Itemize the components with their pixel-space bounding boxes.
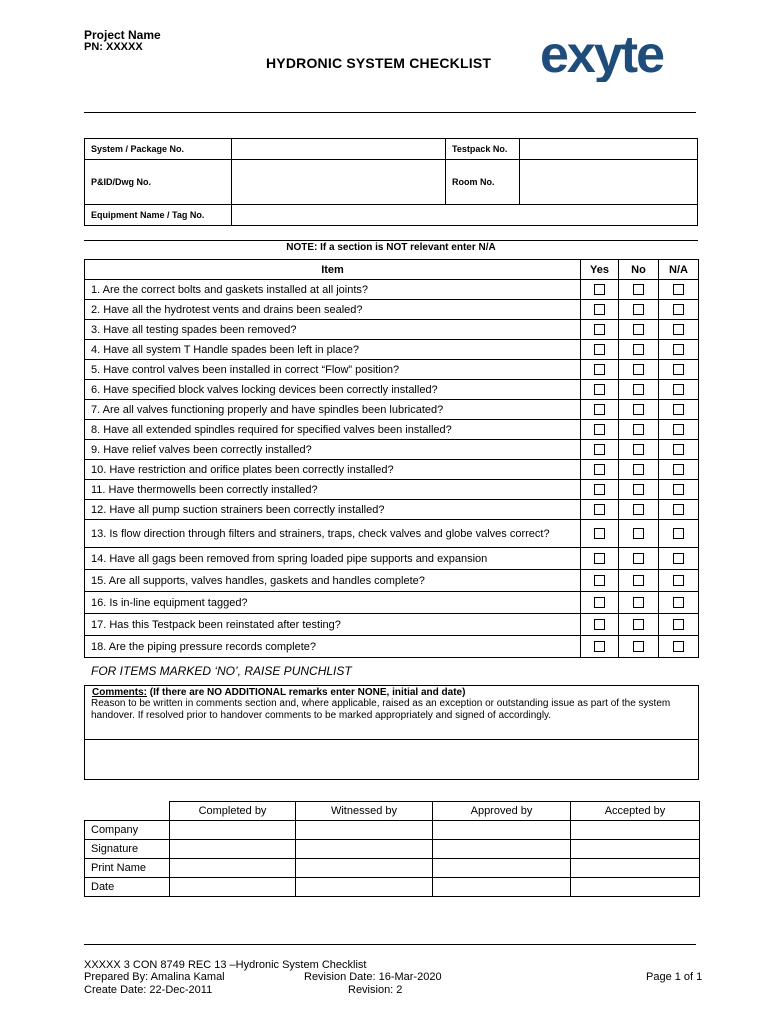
checklist-item-text: 6. Have specified block valves locking devices been correctly installed? bbox=[85, 380, 581, 400]
checklist-row bbox=[85, 320, 699, 340]
cell-na bbox=[659, 360, 699, 380]
signoff-row bbox=[85, 878, 700, 897]
checklist-item-text: 12. Have all pump suction strainers been correctly installed? bbox=[85, 500, 581, 520]
yes-checkbox[interactable] bbox=[594, 575, 605, 586]
signoff-field[interactable] bbox=[571, 859, 700, 878]
header-divider bbox=[84, 112, 696, 113]
cell-yes bbox=[581, 592, 619, 614]
no-checkbox[interactable] bbox=[633, 641, 644, 652]
item-header: Item bbox=[85, 260, 581, 280]
na-checkbox[interactable] bbox=[673, 444, 684, 455]
signoff-col-accepted: Accepted by bbox=[571, 802, 700, 821]
cell-no bbox=[619, 480, 659, 500]
checklist-row bbox=[85, 340, 699, 360]
checklist-item-text: 1. Are the correct bolts and gaskets installed at all joints? bbox=[85, 280, 581, 300]
cell-yes bbox=[581, 636, 619, 658]
cell-no bbox=[619, 340, 659, 360]
signoff-field[interactable] bbox=[433, 840, 571, 859]
cell-yes bbox=[581, 320, 619, 340]
na-checkbox[interactable] bbox=[673, 619, 684, 630]
checklist-row bbox=[85, 460, 699, 480]
comments-divider bbox=[85, 739, 698, 740]
cell-na bbox=[659, 300, 699, 320]
no-checkbox[interactable] bbox=[633, 464, 644, 475]
checklist-row bbox=[85, 420, 699, 440]
na-header: N/A bbox=[659, 260, 699, 280]
na-checkbox[interactable] bbox=[673, 424, 684, 435]
cell-no bbox=[619, 614, 659, 636]
system-package-label: System / Package No. bbox=[85, 139, 232, 160]
yes-checkbox[interactable] bbox=[594, 404, 605, 415]
checklist-row bbox=[85, 636, 699, 658]
na-checkbox[interactable] bbox=[673, 597, 684, 608]
yes-checkbox[interactable] bbox=[594, 484, 605, 495]
no-checkbox[interactable] bbox=[633, 424, 644, 435]
na-checkbox[interactable] bbox=[673, 641, 684, 652]
na-checkbox[interactable] bbox=[673, 304, 684, 315]
checklist-row bbox=[85, 592, 699, 614]
checklist-row bbox=[85, 548, 699, 570]
checklist-item-text: 18. Are the piping pressure records complete? bbox=[85, 636, 581, 658]
checklist-item-text: 13. Is flow direction through filters and strainers, traps, check valves and globe valves correct? bbox=[85, 520, 581, 548]
cell-na bbox=[659, 548, 699, 570]
system-package-field[interactable] bbox=[232, 139, 446, 160]
signoff-field[interactable] bbox=[433, 878, 571, 897]
no-checkbox[interactable] bbox=[633, 284, 644, 295]
na-checkbox[interactable] bbox=[673, 504, 684, 515]
cell-na bbox=[659, 420, 699, 440]
punchlist-note: FOR ITEMS MARKED ‘NO’, RAISE PUNCHLIST bbox=[91, 664, 352, 678]
footer-prepared-by: Prepared By: Amalina Kamal bbox=[84, 971, 225, 983]
logo-text: exyte bbox=[540, 26, 663, 82]
checklist-row bbox=[85, 614, 699, 636]
cell-yes bbox=[581, 570, 619, 592]
cell-yes bbox=[581, 300, 619, 320]
no-checkbox[interactable] bbox=[633, 344, 644, 355]
cell-no bbox=[619, 320, 659, 340]
yes-checkbox[interactable] bbox=[594, 528, 605, 539]
cell-no bbox=[619, 592, 659, 614]
cell-no bbox=[619, 570, 659, 592]
cell-yes bbox=[581, 500, 619, 520]
pid-label: P&ID/Dwg No. bbox=[85, 160, 232, 205]
na-checkbox[interactable] bbox=[673, 324, 684, 335]
footer-doc-ref: XXXXX 3 CON 8749 REC 13 –Hydronic System Checklist bbox=[84, 959, 367, 971]
cell-no bbox=[619, 636, 659, 658]
project-name: Project Name bbox=[84, 28, 161, 42]
cell-na bbox=[659, 520, 699, 548]
no-checkbox[interactable] bbox=[633, 575, 644, 586]
checklist-row bbox=[85, 400, 699, 420]
signoff-row bbox=[85, 821, 700, 840]
no-checkbox[interactable] bbox=[633, 484, 644, 495]
footer-revision-date: Revision Date: 16-Mar-2020 bbox=[304, 971, 442, 983]
cell-no bbox=[619, 520, 659, 548]
cell-yes bbox=[581, 614, 619, 636]
checklist-item-text: 4. Have all system T Handle spades been left in place? bbox=[85, 340, 581, 360]
cell-yes bbox=[581, 400, 619, 420]
yes-checkbox[interactable] bbox=[594, 424, 605, 435]
exyte-logo bbox=[540, 22, 700, 87]
pid-field[interactable] bbox=[232, 160, 446, 205]
checklist-item-text: 9. Have relief valves been correctly installed? bbox=[85, 440, 581, 460]
cell-no bbox=[619, 280, 659, 300]
comments-label: Comments: bbox=[92, 687, 148, 698]
na-checkbox[interactable] bbox=[673, 484, 684, 495]
no-checkbox[interactable] bbox=[633, 304, 644, 315]
testpack-field[interactable] bbox=[520, 139, 698, 160]
checklist-row bbox=[85, 570, 699, 592]
yes-checkbox[interactable] bbox=[594, 344, 605, 355]
no-checkbox[interactable] bbox=[633, 597, 644, 608]
comments-instruction: (If there are NO ADDITIONAL remarks enter NONE, initial and date) bbox=[147, 687, 466, 698]
na-checkbox[interactable] bbox=[673, 575, 684, 586]
checklist-item-text: 8. Have all extended spindles required for specified valves been installed? bbox=[85, 420, 581, 440]
equipment-field[interactable] bbox=[232, 205, 698, 226]
comments-box bbox=[84, 685, 699, 780]
na-checkbox[interactable] bbox=[673, 344, 684, 355]
yes-checkbox[interactable] bbox=[594, 364, 605, 375]
cell-no bbox=[619, 548, 659, 570]
cell-na bbox=[659, 480, 699, 500]
signoff-field[interactable] bbox=[296, 821, 433, 840]
signoff-row bbox=[85, 840, 700, 859]
footer-page: Page 1 of 1 bbox=[646, 971, 703, 983]
checklist-row bbox=[85, 500, 699, 520]
signoff-field[interactable] bbox=[571, 821, 700, 840]
cell-yes bbox=[581, 548, 619, 570]
signoff-field[interactable] bbox=[170, 878, 296, 897]
checklist-item-text: 11. Have thermowells been correctly installed? bbox=[85, 480, 581, 500]
checklist-row bbox=[85, 380, 699, 400]
na-checkbox[interactable] bbox=[673, 553, 684, 564]
signoff-table bbox=[84, 801, 700, 897]
no-checkbox[interactable] bbox=[633, 444, 644, 455]
cell-yes bbox=[581, 480, 619, 500]
project-number: PN: XXXXX bbox=[84, 41, 143, 53]
checklist-item-text: 7. Are all valves functioning properly and have spindles been lubricated? bbox=[85, 400, 581, 420]
info-table bbox=[84, 138, 698, 226]
cell-na bbox=[659, 614, 699, 636]
signoff-field[interactable] bbox=[571, 878, 700, 897]
yes-checkbox[interactable] bbox=[594, 464, 605, 475]
checklist-item-text: 16. Is in-line equipment tagged? bbox=[85, 592, 581, 614]
signoff-col-approved: Approved by bbox=[433, 802, 571, 821]
yes-checkbox[interactable] bbox=[594, 384, 605, 395]
cell-no bbox=[619, 440, 659, 460]
yes-checkbox[interactable] bbox=[594, 553, 605, 564]
checklist-row bbox=[85, 480, 699, 500]
na-checkbox[interactable] bbox=[673, 464, 684, 475]
checklist-item-text: 14. Have all gags been removed from spring loaded pipe supports and expansion bbox=[85, 548, 581, 570]
document-title: HYDRONIC SYSTEM CHECKLIST bbox=[266, 55, 492, 71]
no-checkbox[interactable] bbox=[633, 364, 644, 375]
cell-na bbox=[659, 500, 699, 520]
yes-checkbox[interactable] bbox=[594, 597, 605, 608]
cell-no bbox=[619, 420, 659, 440]
na-checkbox[interactable] bbox=[673, 364, 684, 375]
cell-no bbox=[619, 360, 659, 380]
no-checkbox[interactable] bbox=[633, 504, 644, 515]
signoff-field[interactable] bbox=[170, 821, 296, 840]
footer-create-date: Create Date: 22-Dec-2011 bbox=[84, 984, 213, 996]
signoff-row-label: Signature bbox=[85, 840, 170, 859]
comments-text: Reason to be written in comments section and, where applicable, raised as an exception or outstanding issue as part of the system handover. If resolved prior to handover comments to be marked appropriately and signed of accordingly. bbox=[91, 698, 671, 721]
cell-no bbox=[619, 460, 659, 480]
na-checkbox[interactable] bbox=[673, 284, 684, 295]
no-checkbox[interactable] bbox=[633, 528, 644, 539]
comments-heading bbox=[92, 687, 465, 698]
signoff-field[interactable] bbox=[170, 840, 296, 859]
cell-yes bbox=[581, 420, 619, 440]
no-checkbox[interactable] bbox=[633, 384, 644, 395]
cell-no bbox=[619, 380, 659, 400]
checklist-item-text: 17. Has this Testpack been reinstated after testing? bbox=[85, 614, 581, 636]
checklist-row bbox=[85, 360, 699, 380]
signoff-field[interactable] bbox=[170, 859, 296, 878]
cell-na bbox=[659, 440, 699, 460]
signoff-row-label: Company bbox=[85, 821, 170, 840]
signoff-field[interactable] bbox=[433, 859, 571, 878]
signoff-field[interactable] bbox=[296, 878, 433, 897]
signoff-field[interactable] bbox=[296, 840, 433, 859]
checklist-table bbox=[84, 259, 699, 658]
cell-yes bbox=[581, 360, 619, 380]
cell-na bbox=[659, 636, 699, 658]
checklist-row bbox=[85, 520, 699, 548]
na-checkbox[interactable] bbox=[673, 404, 684, 415]
checklist-row bbox=[85, 440, 699, 460]
signoff-field[interactable] bbox=[296, 859, 433, 878]
yes-header: Yes bbox=[581, 260, 619, 280]
cell-na bbox=[659, 320, 699, 340]
cell-no bbox=[619, 300, 659, 320]
signoff-field[interactable] bbox=[433, 821, 571, 840]
yes-checkbox[interactable] bbox=[594, 641, 605, 652]
no-checkbox[interactable] bbox=[633, 404, 644, 415]
yes-checkbox[interactable] bbox=[594, 619, 605, 630]
note-divider bbox=[84, 240, 698, 241]
checklist-row bbox=[85, 300, 699, 320]
checklist-item-text: 2. Have all the hydrotest vents and drains been sealed? bbox=[85, 300, 581, 320]
signoff-corner bbox=[85, 802, 170, 821]
signoff-row bbox=[85, 859, 700, 878]
checklist-item-text: 3. Have all testing spades been removed? bbox=[85, 320, 581, 340]
footer-divider bbox=[84, 944, 696, 945]
cell-yes bbox=[581, 440, 619, 460]
equipment-label: Equipment Name / Tag No. bbox=[85, 205, 232, 226]
cell-yes bbox=[581, 520, 619, 548]
checklist-item-text: 5. Have control valves been installed in correct “Flow” position? bbox=[85, 360, 581, 380]
na-checkbox[interactable] bbox=[673, 384, 684, 395]
cell-no bbox=[619, 400, 659, 420]
yes-checkbox[interactable] bbox=[594, 324, 605, 335]
cell-yes bbox=[581, 460, 619, 480]
signoff-col-witnessed: Witnessed by bbox=[296, 802, 433, 821]
yes-checkbox[interactable] bbox=[594, 504, 605, 515]
cell-na bbox=[659, 460, 699, 480]
cell-na bbox=[659, 400, 699, 420]
signoff-row-label: Date bbox=[85, 878, 170, 897]
signoff-field[interactable] bbox=[571, 840, 700, 859]
no-checkbox[interactable] bbox=[633, 619, 644, 630]
cell-na bbox=[659, 340, 699, 360]
testpack-label: Testpack No. bbox=[446, 139, 520, 160]
checklist-row bbox=[85, 280, 699, 300]
no-checkbox[interactable] bbox=[633, 553, 644, 564]
cell-yes bbox=[581, 280, 619, 300]
no-checkbox[interactable] bbox=[633, 324, 644, 335]
na-checkbox[interactable] bbox=[673, 528, 684, 539]
footer-revision: Revision: 2 bbox=[348, 984, 403, 996]
cell-na bbox=[659, 592, 699, 614]
yes-checkbox[interactable] bbox=[594, 444, 605, 455]
cell-yes bbox=[581, 340, 619, 360]
note-text: NOTE: If a section is NOT relevant enter N/A bbox=[286, 242, 496, 253]
cell-no bbox=[619, 500, 659, 520]
no-header: No bbox=[619, 260, 659, 280]
yes-checkbox[interactable] bbox=[594, 304, 605, 315]
cell-na bbox=[659, 280, 699, 300]
yes-checkbox[interactable] bbox=[594, 284, 605, 295]
cell-na bbox=[659, 380, 699, 400]
signoff-col-completed: Completed by bbox=[170, 802, 296, 821]
signoff-row-label: Print Name bbox=[85, 859, 170, 878]
room-field[interactable] bbox=[520, 160, 698, 205]
cell-na bbox=[659, 570, 699, 592]
checklist-item-text: 15. Are all supports, valves handles, gaskets and handles complete? bbox=[85, 570, 581, 592]
room-label: Room No. bbox=[446, 160, 520, 205]
checklist-item-text: 10. Have restriction and orifice plates been correctly installed? bbox=[85, 460, 581, 480]
cell-yes bbox=[581, 380, 619, 400]
